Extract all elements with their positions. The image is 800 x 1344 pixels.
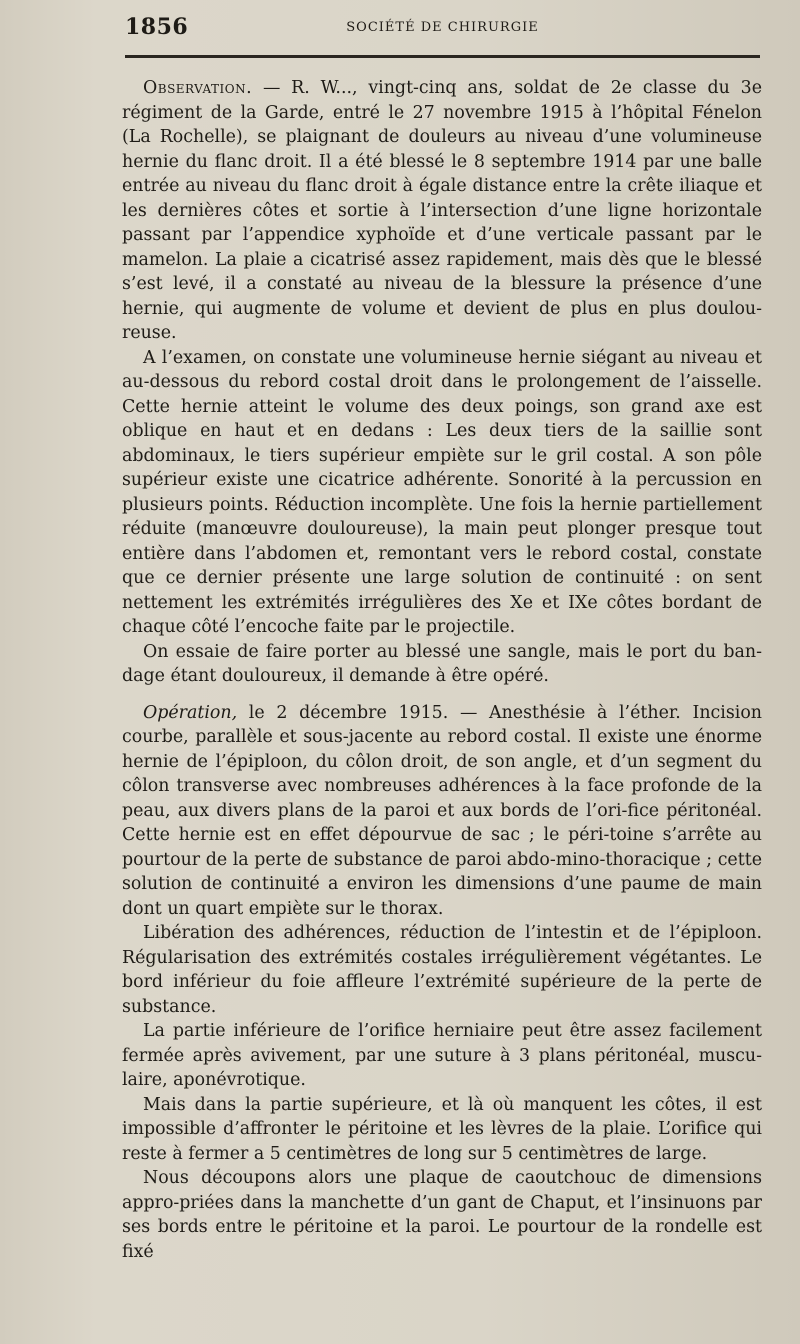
paragraph-partie-inferieure: La partie inférieure de l’orifice herniaire peut être assez facilement fermée après avivement, par une suture à 3 plans péritonéal, muscu-laire, aponévrotique. [122,1021,762,1090]
paragraph-liberation: Libération des adhérences, réduction de l’intestin et de l’épiploon. Régularisation des extrémités costales irrégulièrement végétantes. Le bord inférieur du foie affleure l’extrémité supérieure de la perte de substance. [122,923,762,1017]
observation-heading: Observation. [143,78,253,98]
paragraph-partie-superieure: Mais dans la partie supérieure, et là où manquent les côtes, il est impossible d’affronter le péritoine et les lèvres de la plaie. L’orifice qui reste à fermer a 5 centimètres de long sur 5 centimètres de large. [122,1094,762,1164]
page-number: 1856 [125,14,189,40]
running-head: SOCIÉTÉ DE CHIRURGIE [346,20,539,35]
paragraph-operation [122,701,762,922]
observation-text: — R. W..., vingt-cinq ans, soldat de 2e classe du 3e régiment de la Garde, entré le 27 novembre 1915 à l’hôpital Fénelon (La Rochelle), se plaignant de douleurs au niveau d’une volumineuse hernie du flanc droit. Il a été blessé le 8 septembre 1914 par une balle entrée au niveau du flanc droit à égale distance entre la crête iliaque et les dernières côtes et sortie à l’intersection d’une ligne horizontale passant par l’appendice xyphoïde et d’une verticale passant par le mamelon. La plaie a cicatrisé assez rapidement, mais dès que le blessé s’est levé, il a constaté au niveau de la blessure la présence d’une hernie, qui augmente de volume et devient de plus en plus doulou-reuse. [122,78,762,343]
paragraph-sangle: On essaie de faire porter au blessé une sangle, mais le port du ban-dage étant douloureux, il demande à être opéré. [122,641,762,686]
operation-text: le 2 décembre 1915. — Anesthésie à l’éther. Incision courbe, parallèle et sous-jacente au rebord costal. Il existe une énorme hernie de l’épiploon, du côlon droit, de son angle, et d’un segment du côlon transverse avec nombreuses adhérences à la face profonde de la peau, aux divers plans de la paroi et aux bords de l’ori-fice péritonéal. Cette hernie est en effet dépourvue de sac ; le péri-toine s’arrête au pourtour de la perte de substance de paroi abdo-mino-thoracique ; cette solution de continuité a environ les dimensions d’une paume de main dont un quart empiète sur le thorax. [122,702,762,919]
page-header [125,14,760,44]
paragraph-examen: A l’examen, on constate une volumineuse hernie siégant au niveau et au-dessous du rebord costal droit dans le prolongement de l’aisselle. Cette hernie atteint le volume des deux poings, son grand axe est oblique en haut et en dedans : Les deux tiers de la saillie sont abdominaux, le tiers supérieur empiète sur le gril costal. A son pôle supérieur existe une cicatrice adhérente. Sonorité à la percussion en plusieurs points. Réduction incomplète. Une fois la hernie partiellement réduite (manœuvre douloureuse), la main peut plonger presque tout entière dans l’abdomen et, remontant vers le rebord costal, constate que ce dernier présente une large solution de continuité : on sent nettement les extrémités irrégulières des Xe et IXe côtes bordant de chaque côté l’encoche faite par le projectile. [122,347,762,637]
paragraph-observation [122,76,762,346]
paragraph-plaque-caoutchouc: Nous découpons alors une plaque de caoutchouc de dimensions appro-priées dans la manchette d’un gant de Chaput, et l’insinuons par ses bords entre le péritoine et la paroi. Le pourtour de la rondelle est fixé [122,1168,762,1262]
body-text [122,76,762,1264]
header-rule [125,55,760,58]
operation-heading: Opération, [143,702,238,723]
